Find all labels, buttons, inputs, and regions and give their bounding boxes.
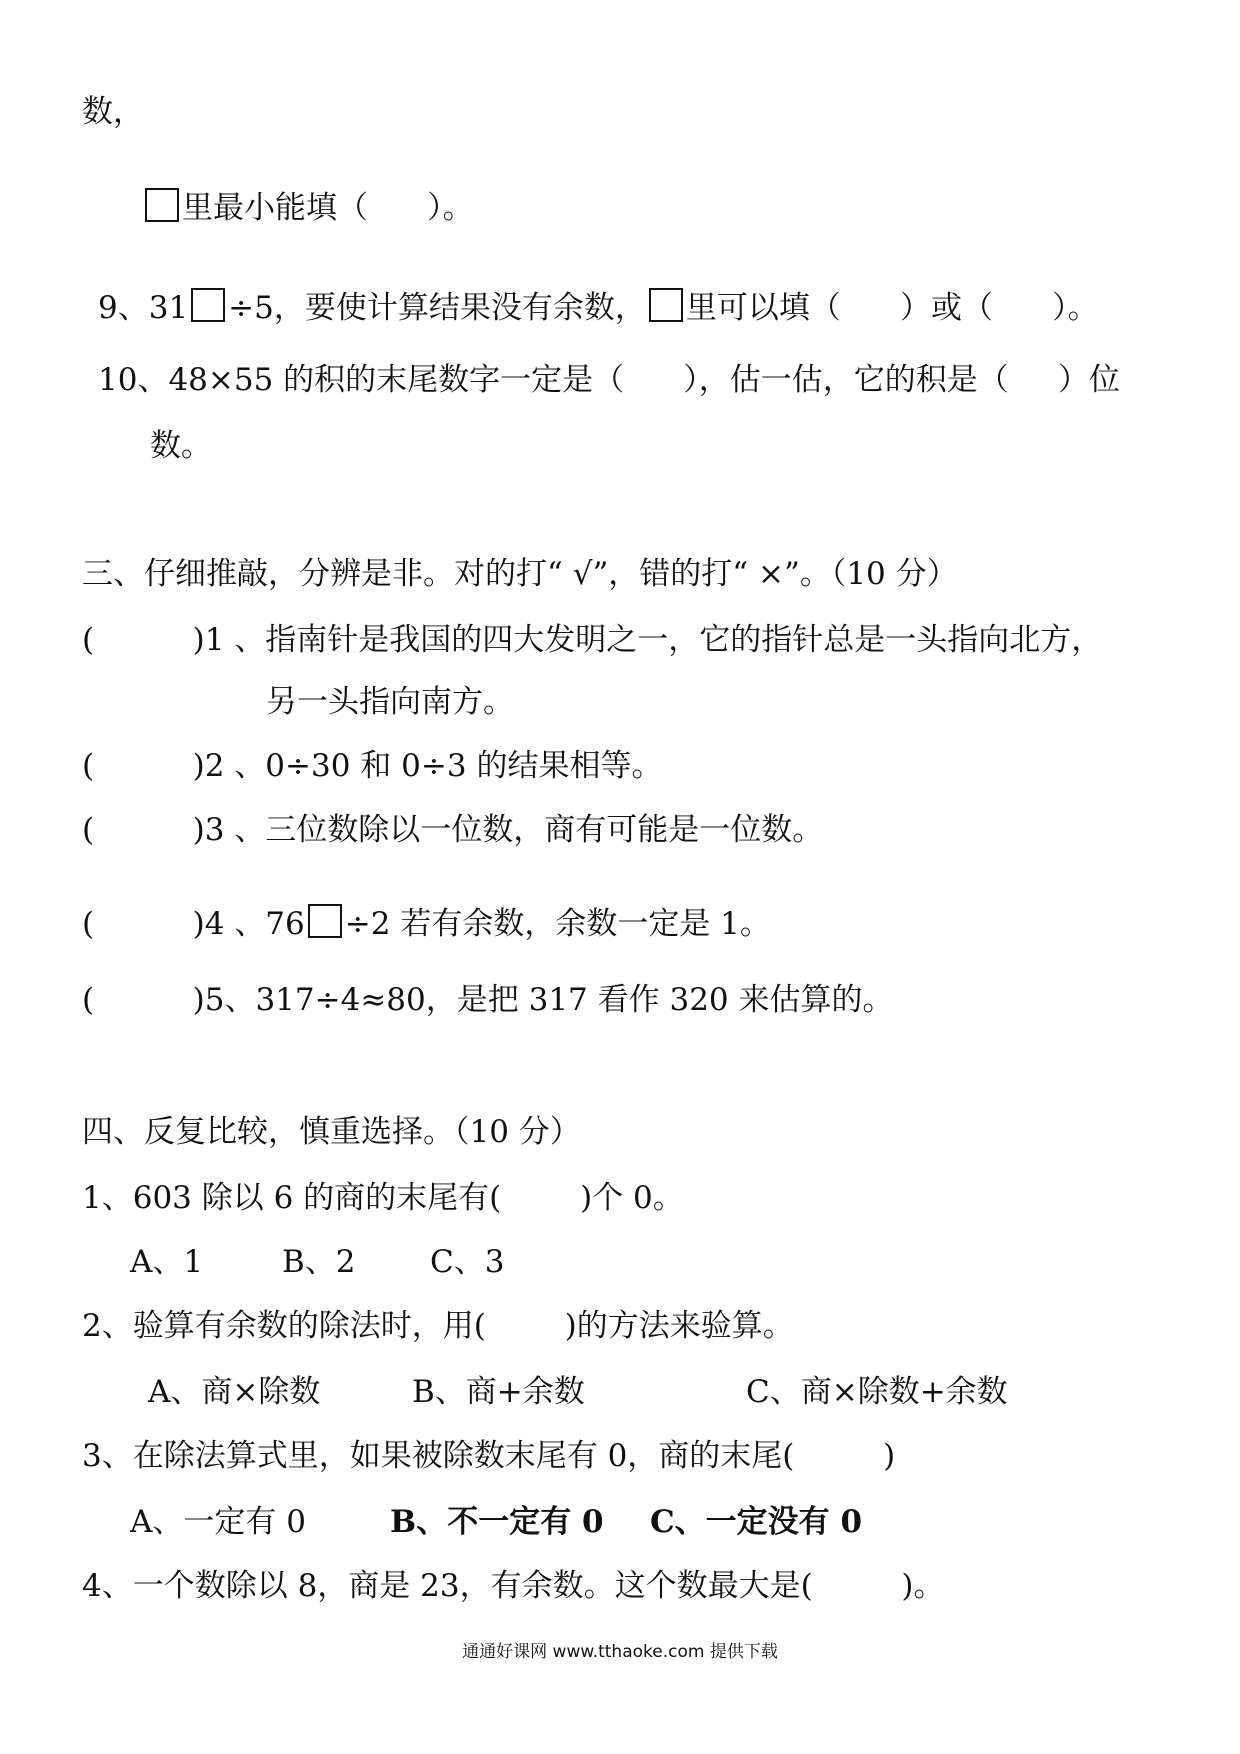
choice-q3-option-c[interactable]: C、一定没有 0 [650, 1504, 863, 1540]
answer-bracket[interactable]: ( ) [82, 906, 205, 942]
section-3-title: 三、仔细推敲，分辨是非。对的打“ √”，错的打“ ×”。（10 分） [82, 556, 958, 592]
choice-question-2: 2、验算有余数的除法时，用( )的方法来验算。 [82, 1308, 794, 1344]
choice-q1-option-c[interactable]: C、3 [430, 1244, 505, 1280]
answer-box[interactable] [191, 288, 225, 322]
answer-box[interactable] [145, 188, 179, 222]
choice-q3-option-b[interactable]: B、不一定有 0 [390, 1504, 604, 1540]
choice-q1-option-a[interactable]: A、1 [130, 1244, 204, 1280]
choice-q2-option-b[interactable]: B、商+余数 [412, 1374, 585, 1410]
choice-question-4: 4、一个数除以 8，商是 23，有余数。这个数最大是( )。 [82, 1568, 945, 1604]
answer-box[interactable] [308, 904, 342, 938]
page-footer: 通通好课网 www.tthaoke.com 提供下载 [462, 1642, 778, 1662]
answer-bracket[interactable]: ( ) [82, 812, 205, 848]
answer-bracket[interactable]: ( ) [82, 982, 205, 1018]
choice-question-3: 3、在除法算式里，如果被除数末尾有 0，商的末尾( ) [82, 1438, 896, 1474]
choice-q3-option-a[interactable]: A、一定有 0 [130, 1504, 306, 1540]
answer-bracket[interactable]: ( ) [82, 622, 205, 658]
tf-item-2: ( )2 、0÷30 和 0÷3 的结果相等。 [82, 748, 663, 784]
choice-q2-option-a[interactable]: A、商×除数 [148, 1374, 321, 1410]
choice-question-1: 1、603 除以 6 的商的末尾有( )个 0。 [82, 1180, 684, 1216]
choice-q1-option-b[interactable]: B、2 [282, 1244, 356, 1280]
choice-q2-option-c[interactable]: C、商×除数+余数 [746, 1374, 1008, 1410]
answer-box[interactable] [649, 288, 683, 322]
question-10: 10、48×55 的积的末尾数字一定是（ ），估一估，它的积是（ ）位 [98, 362, 1121, 398]
tf-item-1-continuation: 另一头指向南方。 [266, 684, 514, 720]
tf-item-3: ( )3 、三位数除以一位数，商有可能是一位数。 [82, 812, 824, 848]
tf-item-4: ( )4 、76 ÷2 若有余数，余数一定是 1。 [82, 906, 771, 942]
tf-item-1: ( )1 、指南针是我国的四大发明之一，它的指针总是一头指向北方， [82, 622, 1103, 658]
question-10-continuation: 数。 [150, 428, 212, 464]
section-4-title: 四、反复比较，慎重选择。（10 分） [82, 1114, 581, 1150]
tf-item-5: ( )5、317÷4≈80，是把 317 看作 320 来估算的。 [82, 982, 894, 1018]
continuation-line-2: 里最小能填（ ）。 [142, 188, 474, 228]
question-9: 9、31 ÷5，要使计算结果没有余数， 里可以填（ ）或（ ）。 [98, 290, 1099, 326]
answer-bracket[interactable]: ( ) [82, 748, 205, 784]
continuation-line-1: 数， [82, 94, 144, 130]
